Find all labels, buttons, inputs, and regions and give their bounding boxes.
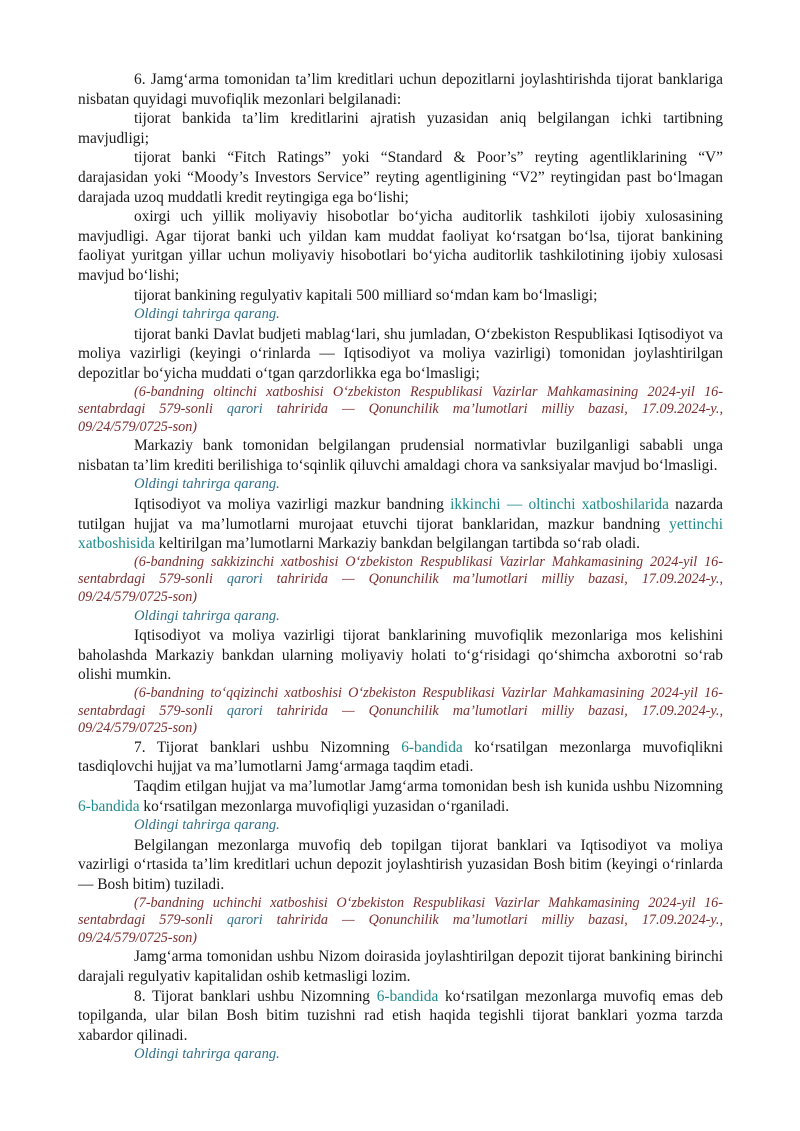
amendment-note	[78, 895, 723, 948]
previous-edition-link[interactable]: Oldingi tahrirga qarang.	[134, 476, 280, 493]
amendment-note	[78, 685, 723, 738]
note-text: (6-bandning to‘qqizinchi xatboshisi O‘zbekiston Respublikasi Vazirlar Mahkamasining 2024-yil 16-sentabrdagi 579-sonli	[78, 685, 723, 719]
previous-edition-link[interactable]: Oldingi tahrirga qarang.	[134, 607, 280, 624]
note-text: tahririda — Qonunchilik ma’lumotlari milliy bazasi, 17.09.2024-y., 09/24/579/0725-son)	[78, 571, 723, 606]
note-text: (6-bandning oltinchi xatboshisi O‘zbekiston Respublikasi Vazirlar Mahkamasining 2024-yil 16-sentabrdagi 579-sonli	[78, 383, 723, 418]
previous-edition-link[interactable]: Oldingi tahrirga qarang.	[134, 1046, 280, 1063]
paragraph	[78, 495, 723, 554]
paragraph: tijorat banki “Fitch Ratings” yoki “Standard & Poor’s” reyting agentliklarining “V” darajasidan yoki “Moody’s Investors Service” reyting agentligining “V2” reytingidan past bo‘lmagan darajada uzoq muddatli kredit reytingiga ega bo‘lishi;	[78, 149, 723, 206]
text: 8. Tijorat banklari ushbu Nizomning	[134, 987, 377, 1005]
paragraph: Markaziy bank tomonidan belgilangan prudensial normativlar buzilganligi sababli unga nisbatan ta’lim krediti berilishiga to‘sqinlik qiluvchi amaldagi chora va sanksiyalar mavjud bo‘lmasligi.	[78, 437, 723, 474]
text: ko‘rsatilgan mezonlarga muvofiqligi yuzasidan o‘rganiladi.	[139, 797, 510, 815]
paragraph: 6. Jamg‘arma tomonidan ta’lim kreditlari uchun depozitlarni joylashtirishda tijorat banklariga nisbatan quyidagi muvofiqlik mezonlari belgilanadi:	[78, 71, 723, 108]
paragraph-reference-link[interactable]: 6-bandida	[401, 738, 463, 756]
paragraph-reference-link[interactable]: yettinchi xatboshisida	[78, 515, 723, 553]
amendment-note	[78, 384, 723, 437]
paragraph: tijorat banki Davlat budjeti mablag‘lari, shu jumladan, O‘zbekiston Respublikasi Iqtisodiyot va moliya vazirligi (keyingi o‘rinlarda — Iqtisodiyot va moliya vazirligi) tomonidan joylashtirilgan depozitlar bo‘yicha muddati o‘tgan qarzdorlikka ega bo‘lmasligi;	[78, 325, 723, 382]
qarori-link[interactable]: qarori	[226, 702, 263, 719]
note-text: (7-bandning uchinchi xatboshisi O‘zbekiston Respublikasi Vazirlar Mahkamasining 2024-yil 16-sentabrdagi 579-sonli	[78, 894, 723, 929]
text: keltirilgan ma’lumotlarni Markaziy bankdan belgilangan tartibda so‘rab oladi.	[154, 535, 641, 553]
paragraph-reference-link[interactable]: ikkinchi — oltinchi xatboshilarida	[450, 496, 669, 514]
document-page	[78, 70, 723, 1065]
paragraph: oxirgi uch yillik moliyaviy hisobotlar bo‘yicha auditorlik tashkiloti ijobiy xulosasining mavjudligi. Agar tijorat banki uch yildan kam muddat faoliyat ko‘rsatgan bo‘lsa, tijorat bankining faoliyat yuritgan yillar uchun moliyaviy hisobotlari bo‘yicha auditorlik tashkilotining ijobiy xulosasi mavjud bo‘lishi;	[78, 208, 723, 284]
text: Taqdim etilgan hujjat va ma’lumotlar Jamg‘arma tomonidan besh ish kunida ushbu Nizomning	[134, 777, 723, 795]
paragraph: tijorat bankida ta’lim kreditlarini ajratish yuzasidan aniq belgilangan ichki tartibning mavjudligi;	[78, 110, 723, 147]
note-text: tahririda — Qonunchilik ma’lumotlari milliy bazasi, 17.09.2024-y., 09/24/579/0725-son)	[78, 912, 723, 946]
qarori-link[interactable]: qarori	[226, 401, 263, 418]
previous-edition-link[interactable]: Oldingi tahrirga qarang.	[134, 306, 280, 323]
paragraph	[78, 987, 723, 1046]
paragraph	[78, 738, 723, 777]
paragraph: Iqtisodiyot va moliya vazirligi tijorat banklarining muvofiqlik mezonlariga mos kelishini baholashda Markaziy bankdan ularning moliyaviy holati to‘g‘risidagi qo‘shimcha axborotni so‘rab olishi mumkin.	[78, 627, 723, 684]
previous-edition-link[interactable]: Oldingi tahrirga qarang.	[134, 817, 280, 834]
note-text: tahririda — Qonunchilik ma’lumotlari milliy bazasi, 17.09.2024-y., 09/24/579/0725-son)	[78, 401, 723, 435]
note-text: tahririda — Qonunchilik ma’lumotlari milliy bazasi, 17.09.2024-y., 09/24/579/0725-son)	[78, 702, 723, 737]
amendment-note	[78, 554, 723, 607]
text: 7. Tijorat banklari ushbu Nizomning	[134, 738, 402, 756]
paragraph-reference-link[interactable]: 6-bandida	[376, 987, 439, 1005]
paragraph: tijorat bankining regulyativ kapitali 500 milliard so‘mdan kam bo‘lmasligi;	[134, 286, 598, 304]
text: Iqtisodiyot va moliya vazirligi mazkur bandning	[134, 496, 451, 514]
text: nazarda tutilgan hujjat va ma’lumotlarni murojaat etuvchi tijorat banklaridan, mazkur bandning	[78, 496, 723, 533]
paragraph-reference-link[interactable]: 6-bandida	[78, 797, 140, 815]
qarori-link[interactable]: qarori	[226, 571, 263, 588]
note-text: (6-bandning sakkizinchi xatboshisi O‘zbekiston Respublikasi Vazirlar Mahkamasining 2024-yil 16-sentabrdagi 579-sonli	[78, 553, 723, 588]
paragraph	[78, 777, 723, 816]
qarori-link[interactable]: qarori	[226, 912, 263, 929]
text: ko‘rsatilgan mezonlarga muvofiqlikni tasdiqlovchi hujjat va ma’lumotlarni Jamg‘armaga taqdim etadi.	[78, 738, 723, 776]
paragraph: Jamg‘arma tomonidan ushbu Nizom doirasida joylashtirilgan depozit tijorat bankining birinchi darajali regulyativ kapitalidan oshib ketmasligi lozim.	[78, 948, 723, 985]
paragraph: Belgilangan mezonlarga muvofiq deb topilgan tijorat banklari va Iqtisodiyot va moliya vazirligi o‘rtasida ta’lim kreditlari uchun depozit joylashtirish yuzasidan Bosh bitim (keyingi o‘rinlarda — Bosh bitim) tuziladi.	[78, 836, 723, 893]
text: ko‘rsatilgan mezonlarga muvofiq emas deb topilganda, ular bilan Bosh bitim tuzishni rad etish haqida tegishli tijorat banklari yozma tarzda xabardor qilinadi.	[78, 987, 723, 1044]
